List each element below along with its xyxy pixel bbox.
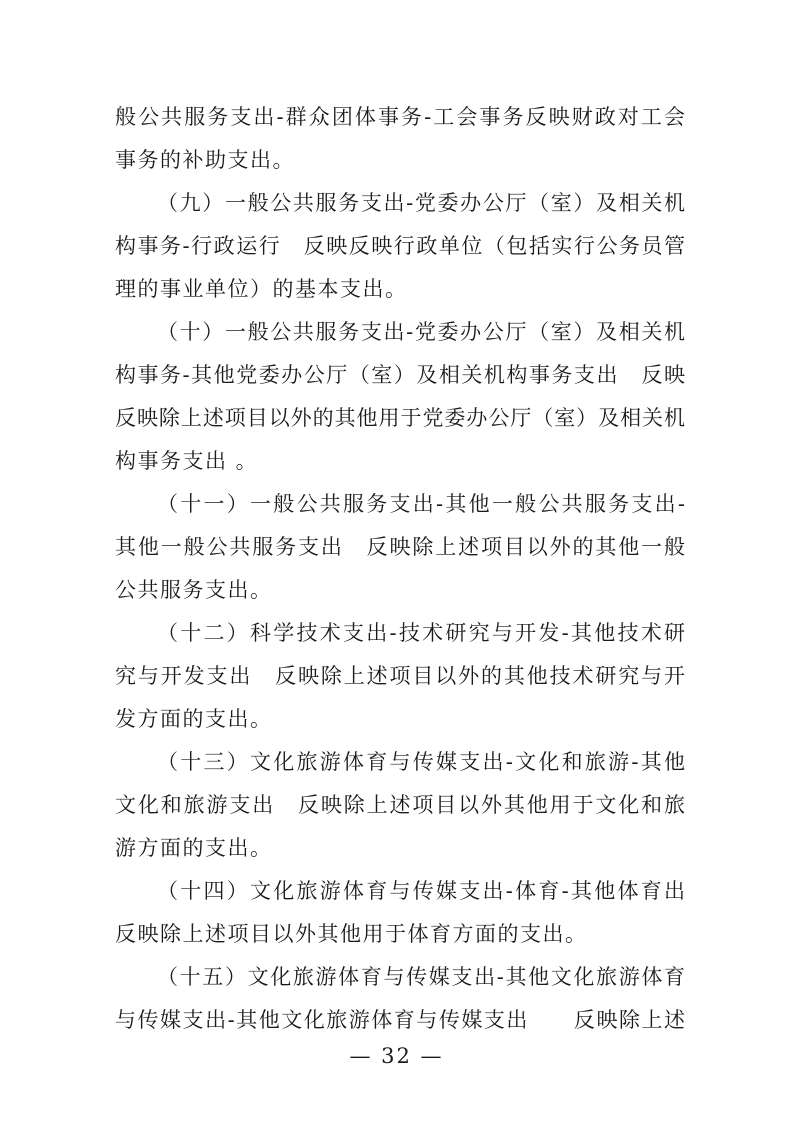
text-line: 其他一般公共服务支出 反映除上述项目以外的其他一般 xyxy=(115,535,685,559)
text-line: 公共服务支出。 xyxy=(115,578,273,602)
text-line: （十一）一般公共服务支出-其他一般公共服务支出- xyxy=(157,492,685,516)
text-line: （十二）科学技术支出-技术研究与开发-其他技术研 xyxy=(157,621,685,645)
text-line: 构事务-行政运行 反映反映行政单位（包括实行公务员管 xyxy=(115,234,685,258)
text-line: 文化和旅游支出 反映除上述项目以外其他用于文化和旅 xyxy=(115,793,685,817)
text-line: （十五）文化旅游体育与传媒支出-其他文化旅游体育 xyxy=(157,965,685,989)
text-line: 事务的补助支出。 xyxy=(115,148,295,172)
text-line: （十三）文化旅游体育与传媒支出-文化和旅游-其他 xyxy=(157,750,685,774)
body-text-block xyxy=(115,96,685,1042)
text-line: 反映除上述项目以外的其他用于党委办公厅（室）及相关机 xyxy=(115,406,685,430)
text-line: 般公共服务支出-群众团体事务-工会事务反映财政对工会 xyxy=(115,105,685,129)
text-line: 游方面的支出。 xyxy=(115,836,273,860)
text-line: 构事务支出 。 xyxy=(115,449,259,473)
text-line: （十四）文化旅游体育与传媒支出-体育-其他体育出 xyxy=(157,879,685,903)
page-number: — 32 — xyxy=(349,1044,444,1068)
text-line: 与传媒支出-其他文化旅游体育与传媒支出 反映除上述 xyxy=(115,1008,685,1032)
text-line: 究与开发支出 反映除上述项目以外的其他技术研究与开 xyxy=(115,664,685,688)
text-line: （九）一般公共服务支出-党委办公厅（室）及相关机 xyxy=(157,191,685,215)
text-line: 理的事业单位）的基本支出。 xyxy=(115,277,408,301)
text-line: 发方面的支出。 xyxy=(115,707,273,731)
text-line: （十）一般公共服务支出-党委办公厅（室）及相关机 xyxy=(157,320,685,344)
text-line: 构事务-其他党委办公厅（室）及相关机构事务支出 反映 xyxy=(115,363,685,387)
text-line: 反映除上述项目以外其他用于体育方面的支出。 xyxy=(115,922,588,946)
page-footer xyxy=(0,1042,793,1070)
